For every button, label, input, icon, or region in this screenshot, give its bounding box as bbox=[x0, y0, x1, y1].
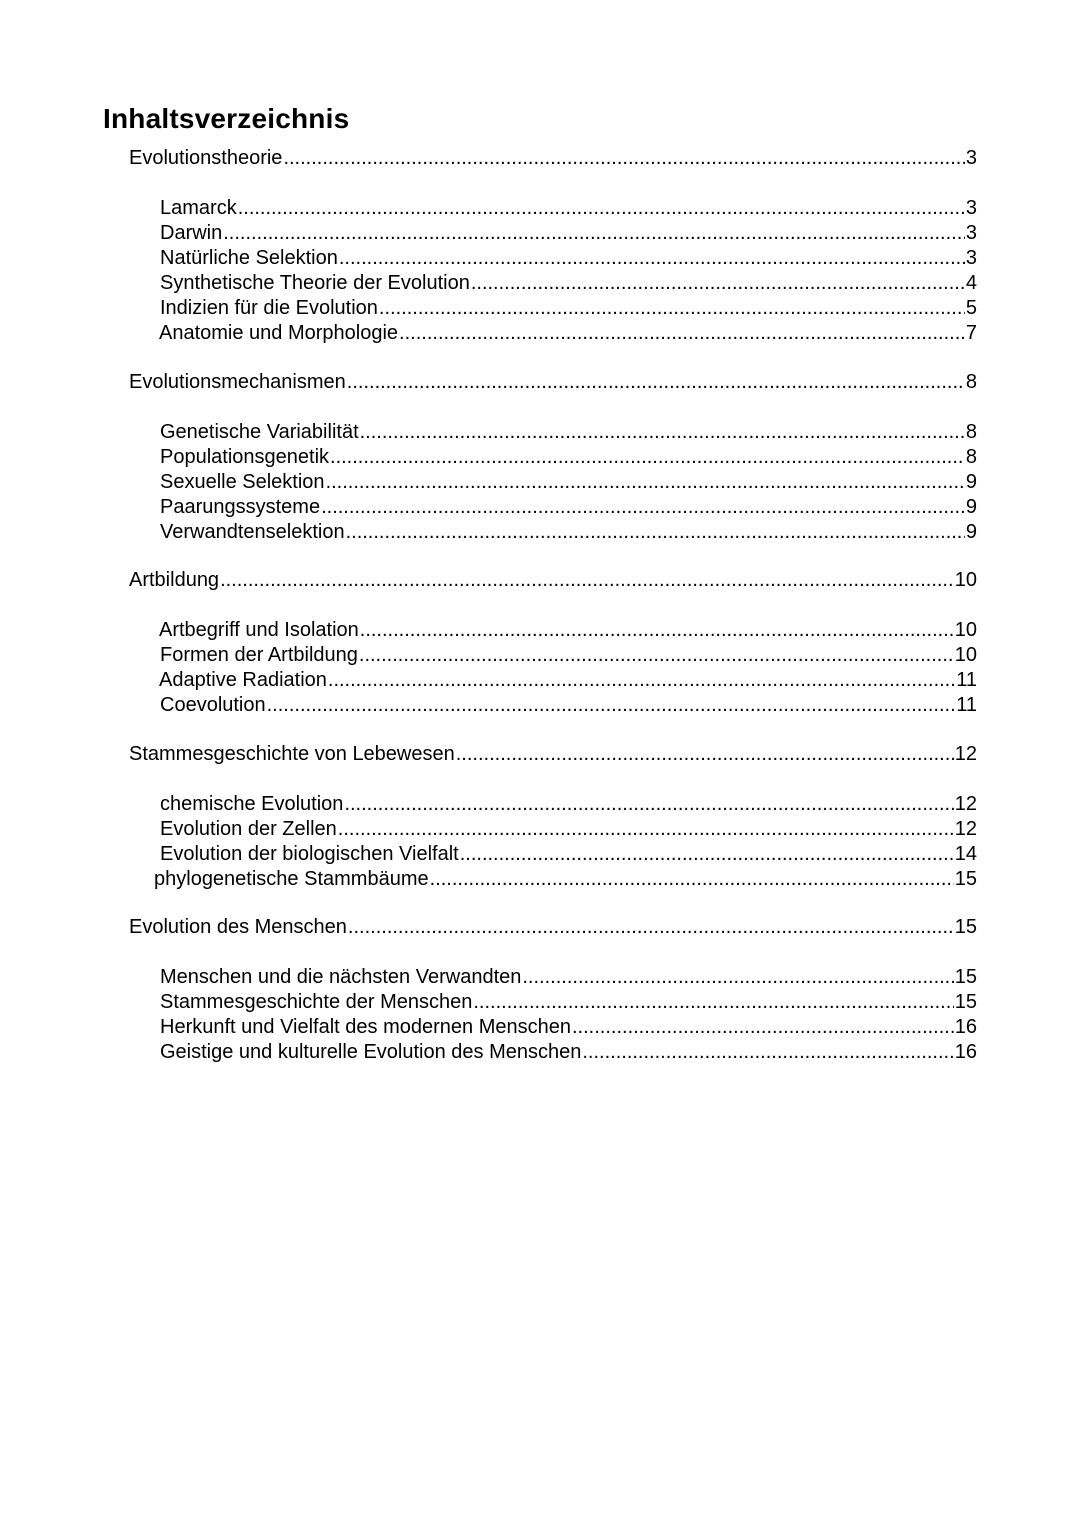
toc-entry-label: Verwandtenselektion bbox=[160, 520, 345, 543]
toc-page-number: 3 bbox=[965, 147, 977, 169]
toc-entry-label: Populationsgenetik bbox=[160, 445, 330, 468]
toc-entry[interactable] bbox=[160, 271, 977, 296]
toc-entry[interactable] bbox=[159, 618, 977, 643]
toc-section-heading[interactable] bbox=[129, 915, 977, 940]
toc-entry[interactable] bbox=[160, 296, 977, 321]
toc-entry[interactable] bbox=[160, 470, 977, 495]
toc-entry-label: Coevolution bbox=[160, 694, 266, 716]
toc-entry[interactable] bbox=[160, 221, 977, 246]
toc-section-evolutionstheorie bbox=[0, 146, 1080, 346]
toc-page-number: 7 bbox=[965, 322, 977, 344]
toc-page-number: 15 bbox=[954, 916, 977, 938]
dot-leader bbox=[522, 965, 953, 990]
toc-entry[interactable] bbox=[160, 792, 977, 817]
toc-page-number: 10 bbox=[954, 644, 977, 666]
toc-entry-label: Genetische Variabilität bbox=[160, 420, 359, 443]
toc-entry-label: Synthetische Theorie der Evolution bbox=[160, 272, 470, 294]
dot-leader bbox=[582, 1040, 953, 1065]
toc-entry-label: Evolution der biologischen Vielfalt bbox=[160, 842, 459, 865]
toc-entry-label: Formen der Artbildung bbox=[160, 644, 358, 666]
table-of-contents bbox=[0, 146, 1080, 1089]
toc-entry-label: phylogenetische Stammbäume bbox=[154, 867, 429, 890]
toc-page-number: 11 bbox=[956, 669, 977, 691]
toc-entry-label: Evolution der Zellen bbox=[160, 817, 337, 840]
dot-leader bbox=[460, 842, 954, 867]
dot-leader bbox=[326, 470, 965, 495]
toc-section-label: Stammesgeschichte von Lebewesen bbox=[129, 742, 455, 765]
toc-page-number: 9 bbox=[965, 520, 977, 543]
toc-entry-label: Artbegriff und Isolation bbox=[159, 619, 359, 641]
dot-leader bbox=[347, 370, 965, 395]
dot-leader bbox=[328, 668, 955, 693]
toc-page-number: 5 bbox=[965, 297, 977, 319]
toc-entry[interactable] bbox=[160, 965, 977, 990]
toc-page-number: 15 bbox=[954, 991, 977, 1013]
dot-leader bbox=[360, 618, 954, 643]
dot-leader bbox=[330, 445, 965, 470]
toc-page-number: 10 bbox=[954, 569, 977, 591]
toc-entry-label: Anatomie und Morphologie bbox=[159, 322, 399, 344]
dot-leader bbox=[473, 990, 953, 1015]
dot-leader bbox=[238, 196, 965, 221]
toc-entry-label: Lamarck bbox=[160, 197, 237, 219]
toc-entry[interactable] bbox=[160, 1015, 977, 1040]
toc-page-number: 16 bbox=[954, 1041, 977, 1063]
toc-section-label: Evolutionstheorie bbox=[129, 147, 283, 169]
toc-section-heading[interactable] bbox=[129, 370, 977, 395]
toc-page-number: 8 bbox=[965, 370, 977, 393]
toc-page-number: 15 bbox=[954, 966, 977, 988]
toc-entry-label: Paarungssysteme bbox=[160, 495, 321, 518]
toc-entry[interactable] bbox=[160, 817, 977, 842]
toc-page-number: 3 bbox=[965, 247, 977, 269]
dot-leader bbox=[379, 296, 965, 321]
toc-page-number: 8 bbox=[965, 445, 977, 468]
toc-page-number: 11 bbox=[956, 694, 977, 716]
toc-page-number: 8 bbox=[965, 420, 977, 443]
toc-section-artbildung bbox=[0, 568, 1080, 718]
toc-entry-label: Herkunft und Vielfalt des modernen Menschen bbox=[160, 1016, 571, 1038]
toc-section-stammesgeschichte bbox=[0, 742, 1080, 892]
dot-leader bbox=[348, 915, 954, 940]
toc-page-number: 12 bbox=[954, 792, 977, 815]
toc-page-number: 12 bbox=[954, 742, 977, 765]
toc-entry-label: Indizien für die Evolution bbox=[160, 297, 378, 319]
toc-section-label: Artbildung bbox=[129, 569, 220, 591]
toc-page-number: 4 bbox=[965, 272, 977, 294]
dot-leader bbox=[399, 321, 965, 346]
toc-entry[interactable] bbox=[160, 842, 977, 867]
toc-entry-label: Natürliche Selektion bbox=[160, 247, 338, 269]
toc-entry[interactable] bbox=[159, 668, 977, 693]
dot-leader bbox=[430, 867, 954, 892]
toc-page-number: 15 bbox=[954, 867, 977, 890]
toc-entry[interactable] bbox=[160, 643, 977, 668]
toc-section-label: Evolutionsmechanismen bbox=[129, 370, 346, 393]
dot-leader bbox=[456, 742, 954, 767]
toc-section-evolutionsmechanismen bbox=[0, 370, 1080, 545]
dot-leader bbox=[223, 221, 965, 246]
toc-entry[interactable] bbox=[160, 693, 977, 718]
toc-page-number: 9 bbox=[965, 495, 977, 518]
toc-entry[interactable] bbox=[160, 196, 977, 221]
dot-leader bbox=[360, 420, 965, 445]
dot-leader bbox=[283, 146, 964, 171]
toc-page-number: 12 bbox=[954, 817, 977, 840]
toc-section-evolution-des-menschen bbox=[0, 915, 1080, 1065]
toc-page-number: 9 bbox=[965, 470, 977, 493]
toc-section-heading[interactable] bbox=[129, 146, 977, 171]
dot-leader bbox=[572, 1015, 954, 1040]
toc-page-number: 16 bbox=[954, 1016, 977, 1038]
toc-entry[interactable] bbox=[160, 495, 977, 520]
toc-entry[interactable] bbox=[160, 445, 977, 470]
toc-section-heading[interactable] bbox=[129, 568, 977, 593]
toc-entry-label: Geistige und kulturelle Evolution des Menschen bbox=[160, 1041, 582, 1063]
toc-entry[interactable] bbox=[160, 520, 977, 545]
dot-leader bbox=[344, 792, 953, 817]
toc-section-label: Evolution des Menschen bbox=[129, 916, 347, 938]
toc-entry-label: Adaptive Radiation bbox=[159, 669, 327, 691]
toc-entry-label: Sexuelle Selektion bbox=[160, 470, 325, 493]
toc-entry-label: Darwin bbox=[160, 222, 223, 244]
toc-page-number: 14 bbox=[954, 842, 977, 865]
toc-title: Inhaltsverzeichnis bbox=[103, 103, 350, 134]
toc-entry[interactable] bbox=[160, 420, 977, 445]
toc-entry[interactable] bbox=[160, 990, 977, 1015]
dot-leader bbox=[338, 817, 954, 842]
dot-leader bbox=[359, 643, 954, 668]
dot-leader bbox=[220, 568, 954, 593]
toc-page-number: 10 bbox=[954, 619, 977, 641]
toc-entry[interactable] bbox=[160, 1040, 977, 1065]
toc-page-number: 3 bbox=[965, 197, 977, 219]
toc-entry[interactable] bbox=[154, 867, 977, 892]
dot-leader bbox=[321, 495, 965, 520]
dot-leader bbox=[267, 693, 956, 718]
toc-entry-label: Menschen und die nächsten Verwandten bbox=[160, 966, 522, 988]
toc-section-heading[interactable] bbox=[129, 742, 977, 767]
toc-page-number: 3 bbox=[965, 222, 977, 244]
dot-leader bbox=[346, 520, 965, 545]
toc-entry[interactable] bbox=[160, 246, 977, 271]
dot-leader bbox=[339, 246, 965, 271]
dot-leader bbox=[471, 271, 965, 296]
toc-entry-label: chemische Evolution bbox=[160, 792, 344, 815]
toc-entry[interactable] bbox=[159, 321, 977, 346]
toc-entry-label: Stammesgeschichte der Menschen bbox=[160, 991, 473, 1013]
